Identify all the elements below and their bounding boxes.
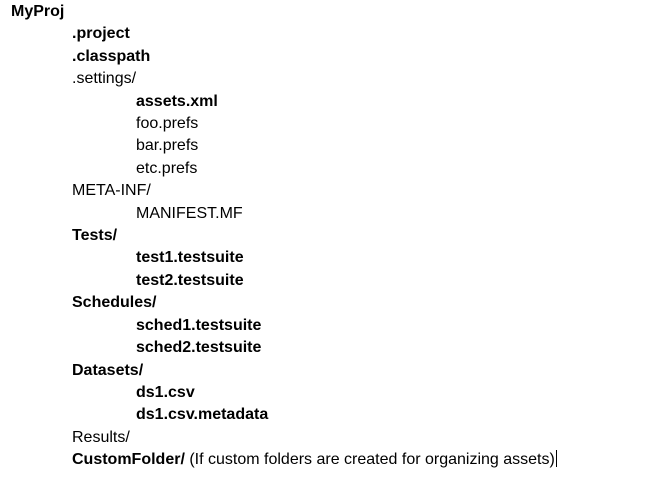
tree-item-name: assets.xml bbox=[136, 92, 218, 110]
tree-item-name: ds1.csv.metadata bbox=[136, 406, 269, 424]
tree-line bbox=[0, 270, 657, 292]
tree-item-name: Results/ bbox=[72, 428, 130, 446]
tree-line bbox=[0, 315, 657, 337]
tree-line bbox=[0, 180, 657, 202]
tree-item-name: Tests/ bbox=[72, 227, 118, 245]
tree-item-name: ds1.csv bbox=[136, 383, 195, 401]
tree-line bbox=[0, 360, 657, 382]
tree-line bbox=[0, 449, 657, 471]
tree-item-name: MyProj bbox=[11, 3, 65, 20]
tree-item-name: bar.prefs bbox=[136, 137, 199, 155]
tree-item-name: foo.prefs bbox=[136, 115, 199, 133]
tree-line bbox=[0, 46, 657, 68]
tree-item-name: Schedules/ bbox=[72, 294, 157, 312]
tree-item-name: META-INF/ bbox=[72, 182, 151, 200]
tree-line bbox=[0, 382, 657, 404]
tree-line bbox=[0, 135, 657, 157]
tree-line bbox=[0, 158, 657, 180]
tree-item-name: test2.testsuite bbox=[136, 271, 244, 289]
tree-item-name: CustomFolder/ bbox=[72, 451, 185, 469]
tree-line bbox=[0, 247, 657, 269]
tree-line bbox=[0, 23, 657, 45]
tree-line bbox=[0, 113, 657, 135]
tree-item-name: .settings/ bbox=[72, 70, 137, 88]
tree-item-name: sched1.testsuite bbox=[136, 316, 262, 334]
tree-item-name: test1.testsuite bbox=[136, 249, 244, 267]
tree-item-name: sched2.testsuite bbox=[136, 339, 262, 357]
tree-line bbox=[0, 203, 657, 225]
tree-line bbox=[0, 404, 657, 426]
tree-line bbox=[0, 292, 657, 314]
tree-item-name: etc.prefs bbox=[136, 159, 198, 177]
tree-line bbox=[0, 427, 657, 449]
tree-item-name: .project bbox=[72, 25, 130, 43]
tree-line bbox=[0, 91, 657, 113]
tree-line-annotation: (If custom folders are created for organizing assets) bbox=[184, 451, 555, 469]
tree-item-name: MANIFEST.MF bbox=[136, 204, 243, 222]
text-cursor-caret bbox=[556, 450, 558, 467]
tree-line bbox=[0, 225, 657, 247]
tree-line bbox=[0, 1, 657, 23]
tree-line bbox=[0, 68, 657, 90]
tree-line bbox=[0, 337, 657, 359]
tree-item-name: .classpath bbox=[72, 47, 151, 65]
tree-item-name: Datasets/ bbox=[72, 361, 144, 379]
